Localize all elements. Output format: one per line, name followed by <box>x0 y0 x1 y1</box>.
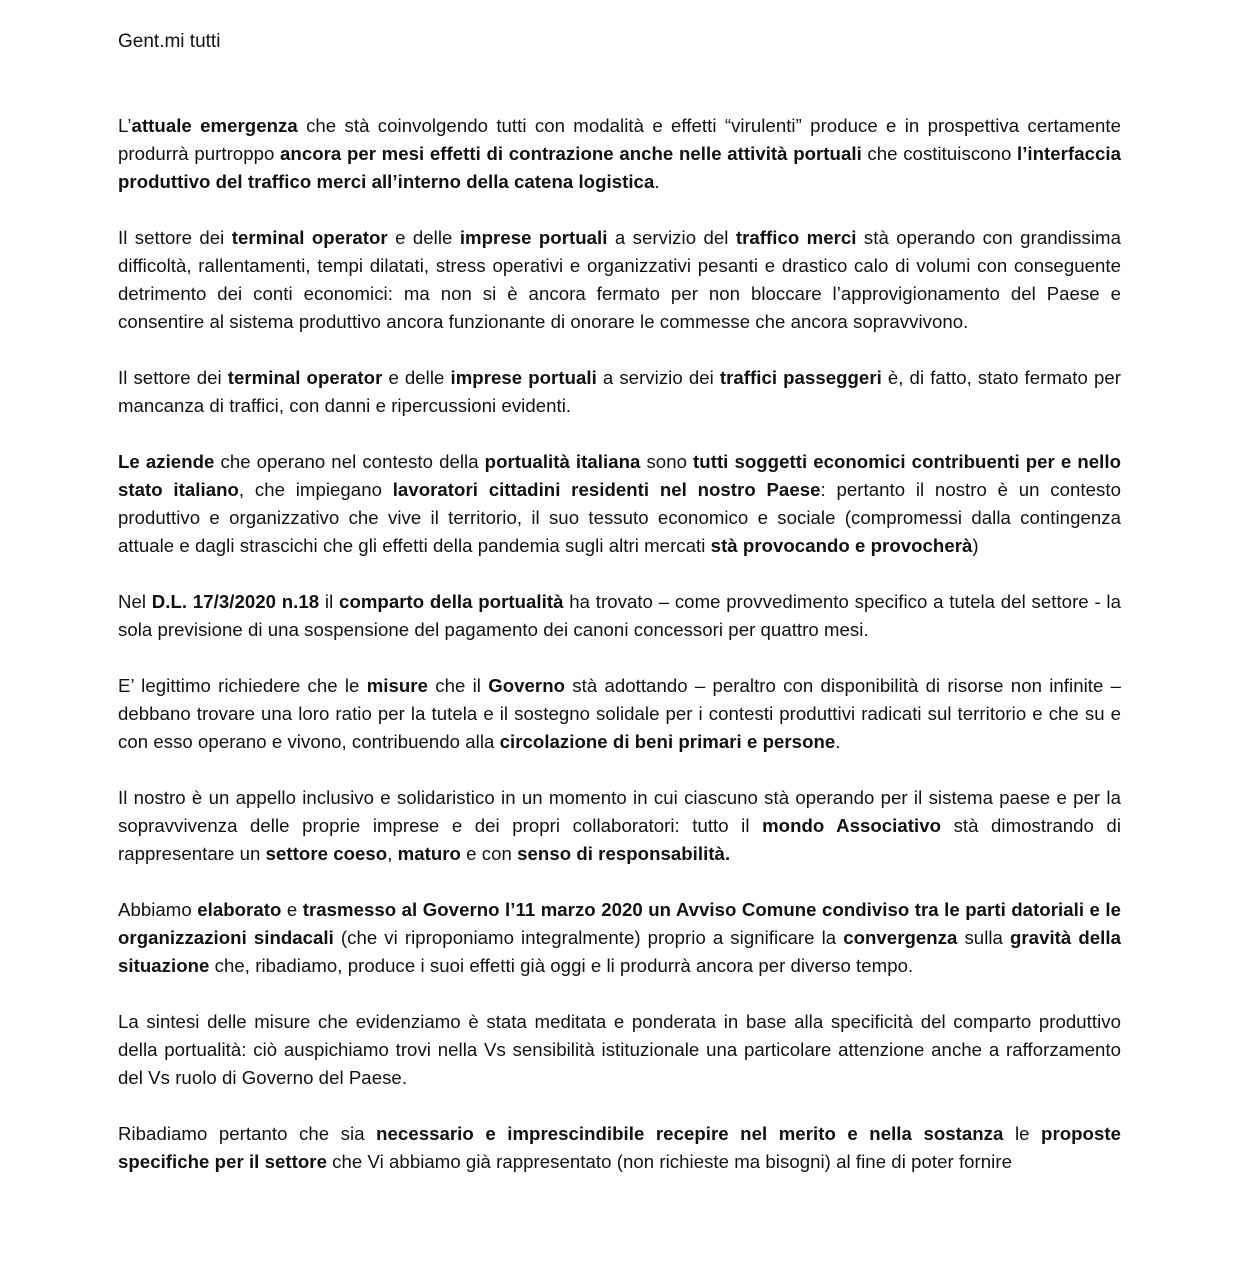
bold-text: ancora per mesi effetti di contrazione anche nelle attività portuali <box>280 143 862 164</box>
bold-text: traffici passeggeri <box>719 367 882 388</box>
paragraph <box>118 588 1121 644</box>
bold-text: lavoratori cittadini residenti nel nostro Paese <box>392 479 821 500</box>
paragraph <box>118 364 1121 420</box>
text-run: e <box>281 899 303 920</box>
bold-text: traffico merci <box>735 227 857 248</box>
text-run: Il nostro è un appello inclusivo e solidaristico in un momento in cui ciascuno stà operando per il sistema paese e per la sopravvivenza delle proprie imprese e dei propri collaboratori: tutto il <box>118 787 1121 836</box>
text-run: che costituiscono <box>861 143 1017 164</box>
bold-text: portualità italiana <box>484 451 641 472</box>
text-run: Nel <box>118 591 152 612</box>
paragraph <box>118 112 1121 196</box>
text-run: il <box>319 591 340 612</box>
paragraph <box>118 224 1121 336</box>
text-run: e delle <box>387 227 460 248</box>
bold-text: senso di responsabilità. <box>517 843 731 864</box>
paragraph <box>118 784 1121 868</box>
bold-text: proposte specifiche per il settore <box>118 1123 1121 1172</box>
text-run: L’ <box>118 115 132 136</box>
text-run: che Vi abbiamo già rappresentato (non richieste ma bisogni) al fine di poter fornire <box>326 1151 1012 1172</box>
text-run: stà adottando – peraltro con disponibilità di risorse non infinite – debbano trovare una loro ratio per la tutela e il sostegno solidale per i contesti produttivi radicati sul territorio e che su e con esso operano e vivono, contribuendo alla <box>118 675 1122 752</box>
bold-text: terminal operator <box>227 367 383 388</box>
bold-text: terminal operator <box>231 227 388 248</box>
bold-text: gravità della situazione <box>118 927 1121 976</box>
bold-text: elaborato <box>197 899 282 920</box>
text-run: che, ribadiamo, produce i suoi effetti già oggi e li produrrà ancora per diverso tempo. <box>209 955 914 976</box>
text-run: a servizio dei <box>596 367 720 388</box>
bold-text: tutti soggetti economici contribuenti per e nello stato italiano <box>118 451 1121 500</box>
letter-page <box>118 28 1121 1204</box>
text-run: ) <box>972 535 979 556</box>
text-run: e delle <box>382 367 451 388</box>
paragraph <box>118 672 1121 756</box>
text-run: Ribadiamo pertanto che sia <box>118 1123 377 1144</box>
paragraph <box>118 1008 1121 1092</box>
salutation: Gent.mi tutti <box>118 31 221 52</box>
bold-text: stà provocando e provocherà <box>710 535 973 556</box>
paragraph <box>118 448 1121 560</box>
text-run: Abbiamo <box>118 899 198 920</box>
text-run: stà dimostrando di rappresentare un <box>118 815 1121 864</box>
text-run: che stà coinvolgendo tutti con modalità e effetti “virulenti” produce e in prospettiva certamente produrrà purtroppo <box>118 115 1121 164</box>
text-run: sulla <box>957 927 1010 948</box>
bold-text: comparto della portualità <box>339 591 564 612</box>
text-run: è, di fatto, stato fermato per mancanza di traffici, con danni e ripercussioni evidenti. <box>118 367 1121 416</box>
text-run: : pertanto il nostro è un contesto produttivo e organizzativo che vive il territorio, il suo tessuto economico e sociale (compromessi dalla contingenza attuale e dagli strascichi che gli effetti della pandemia sugli altri mercati <box>118 479 1121 556</box>
bold-text: Le aziende <box>118 451 215 472</box>
bold-text: necessario e imprescindibile recepire nel merito e nella sostanza <box>376 1123 1004 1144</box>
bold-text: Governo <box>488 675 566 696</box>
bold-text: l’interfaccia produttivo del traffico merci all’interno della catena logistica <box>118 143 1121 192</box>
bold-text: imprese portuali <box>450 367 597 388</box>
bold-text: circolazione di beni primari e persone <box>499 731 836 752</box>
letter-body <box>118 112 1121 1176</box>
text-run: le <box>1003 1123 1042 1144</box>
bold-text: imprese portuali <box>459 227 608 248</box>
bold-text: D.L. 17/3/2020 n.18 <box>151 591 320 612</box>
text-run: (che vi riproponiamo integralmente) proprio a significare la <box>333 927 844 948</box>
text-run: , <box>387 843 398 864</box>
text-run: . <box>835 731 841 752</box>
bold-text: convergenza <box>843 927 958 948</box>
text-run: . <box>654 171 660 192</box>
text-run: La sintesi delle misure che evidenziamo è stata meditata e ponderata in base alla specificità del comparto produttivo della portualità: ciò auspichiamo trovi nella Vs sensibilità istituzionale una particolare attenzione anche a rafforzamento del Vs ruolo di Governo del Paese. <box>118 1011 1121 1088</box>
text-run: stà operando con grandissima difficoltà, rallentamenti, tempi dilatati, stress operativi e organizzativi pesanti e drastico calo di volumi con conseguente detrimento dei conti economici: ma non si è ancora fermato per non bloccare l’approvigionamento del Paese e consentire al sistema produttivo ancora funzionante di onorare le commesse che ancora sopravvivono. <box>118 227 1121 332</box>
text-run: Il settore dei <box>118 227 232 248</box>
bold-text: attuale emergenza <box>131 115 298 136</box>
paragraph <box>118 1120 1121 1176</box>
bold-text: mondo Associativo <box>762 815 942 836</box>
text-run: e con <box>460 843 518 864</box>
bold-text: settore coeso <box>265 843 388 864</box>
bold-text: maturo <box>397 843 461 864</box>
text-run: a servizio del <box>607 227 736 248</box>
text-run: sono <box>640 451 694 472</box>
text-run: ha trovato – come provvedimento specifico a tutela del settore - la sola previsione di una sospensione del pagamento dei canoni concessori per quattro mesi. <box>118 591 1122 640</box>
text-run: Il settore dei <box>118 367 228 388</box>
paragraph <box>118 896 1121 980</box>
text-run: E’ legittimo richiedere che le <box>118 675 367 696</box>
text-run: , che impiegano <box>238 479 393 500</box>
bold-text: trasmesso al Governo l’11 marzo 2020 un Avviso Comune condiviso tra le parti datoriali e le organizzazioni sindacali <box>118 899 1121 948</box>
text-run: che operano nel contesto della <box>214 451 485 472</box>
text-run: che il <box>427 675 489 696</box>
bold-text: misure <box>366 675 428 696</box>
